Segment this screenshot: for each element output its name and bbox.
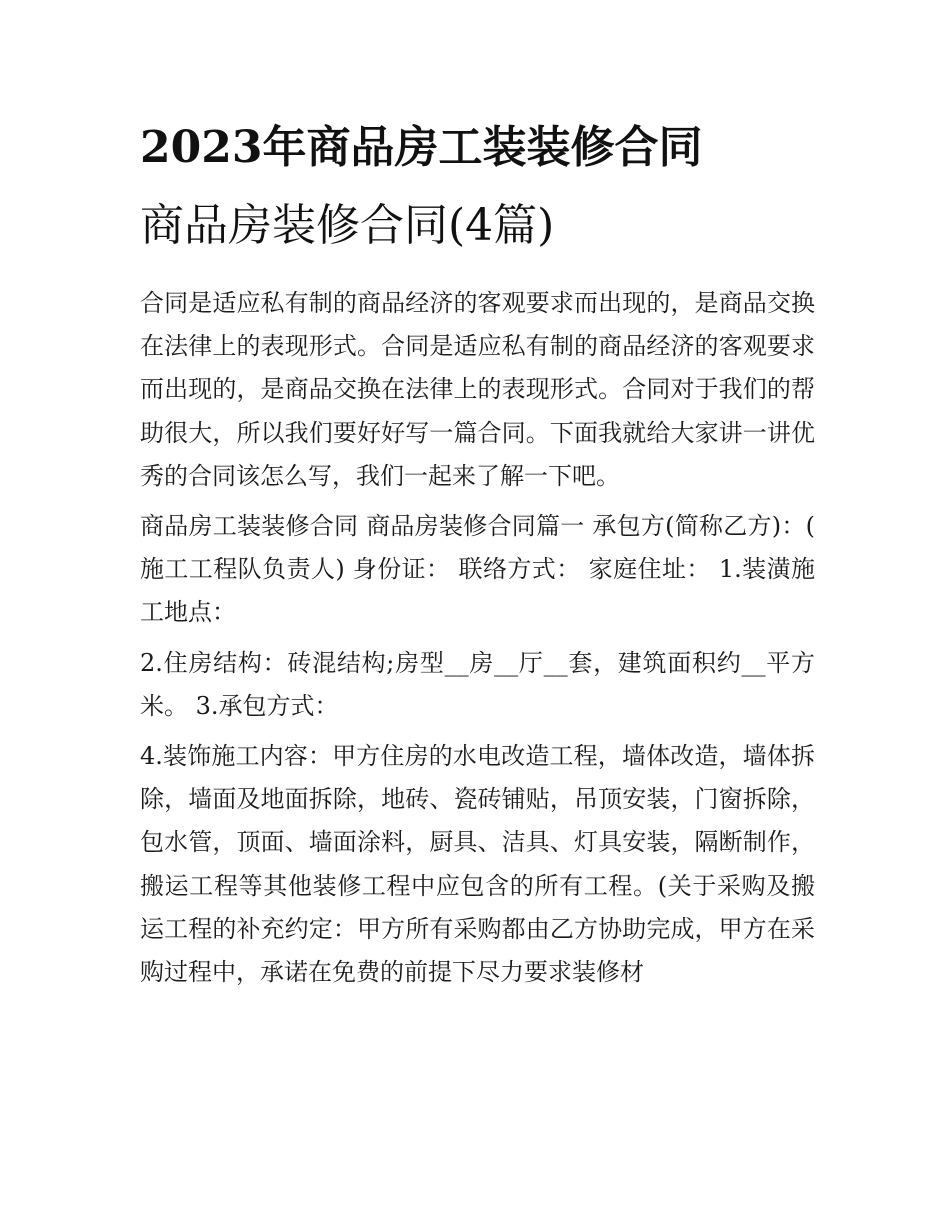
paragraph-housing-structure: 2.住房结构：砖混结构;房型__房__厅__套，建筑面积约__平方米。 3.承包方式： xyxy=(140,648,815,720)
document-title-line-2: 商品房装修合同(4篇) xyxy=(140,200,555,251)
paragraph-contract-parties: 商品房工装装修合同 商品房装修合同篇一 承包方(简称乙方)：(施工工程队负责人) 身份证： 联络方式： 家庭住址： 1.装潢施工地点： xyxy=(140,512,815,627)
document-title-line-1: 2023年商品房工装装修合同 xyxy=(140,122,703,173)
document-body xyxy=(140,282,815,994)
paragraph-construction-content: 4.装饰施工内容：甲方住房的水电改造工程，墙体改造，墙体拆除，墙面及地面拆除，地砖、瓷砖铺贴，吊顶安装，门窗拆除，包水管，顶面、墙面涂料，厨具、洁具、灯具安装，隔断制作，搬运工程等其他装修工程中应包含的所有工程。(关于采购及搬运工程的补充约定：甲方所有采购都由乙方协助完成，甲方在采购过程中，承诺在免费的前提下尽力要求装修材 xyxy=(140,742,815,987)
paragraph-intro: 合同是适应私有制的商品经济的客观要求而出现的，是商品交换在法律上的表现形式。合同是适应私有制的商品经济的客观要求而出现的，是商品交换在法律上的表现形式。合同对于我们的帮助很大，所以我们要好好写一篇合同。下面我就给大家讲一讲优秀的合同该怎么写，我们一起来了解一下吧。 xyxy=(140,289,815,490)
